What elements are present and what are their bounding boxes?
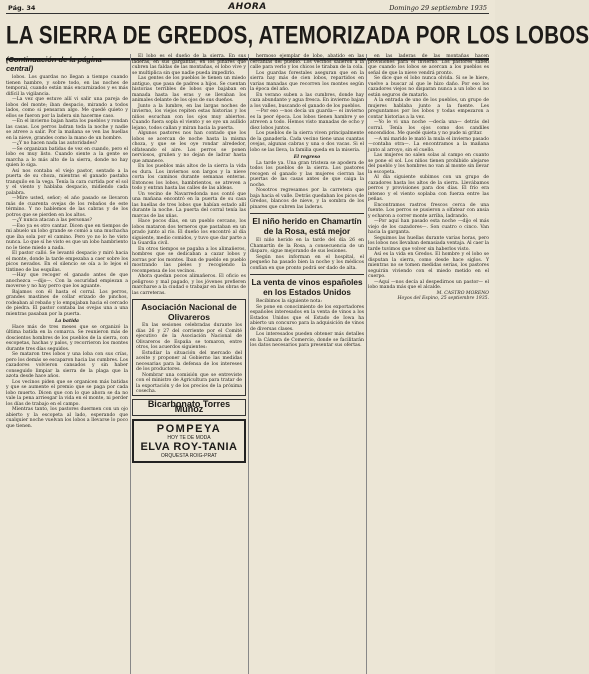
article-columns [6,54,489,674]
paragraph: El lobo es el dueño de la sierra. En sus laderas, en sus gargantas, en los pinares que cubren las faldas de las montañas, el lobo vive y se multiplica sin que nadie pueda impedirlo. [132,54,246,76]
column-divider [248,54,249,674]
paragraph: En las sesiones celebradas durante los días 26 y 27 del corriente por el Comité ejecutivo de la Asociación Nacional de Olivareros de España se tomaron, entre otros, los acuerdos siguientes: [136,323,242,350]
column-4 [368,54,489,674]
story-headline: El niño herido en Chamartín de la Rosa, está mejor [250,213,364,238]
paragraph: Al día siguiente subimos con un grupo de cazadores hasta los altos de la sierra. Llevábamos perros y provisiones para dos días. El frío era intenso y el viento soplaba con fuerza entre las peñas. [368,175,489,202]
author-signature: M. CASTRO MORENO [436,290,489,296]
advertisement-pompeya [132,419,246,463]
paragraph: Estudiar la situación del mercado del aceite y proponer al Gobierno las medidas necesarias para la defensa de los intereses de los productores. [136,350,242,372]
paragraph: Bajamos con él hasta el corral. Los perros, grandes mastines de collar erizado de pinchos, rodeaban al rebaño y lo empujaban hacia el cercado de piedra. El pastor contaba las ovejas una a una mientras pasaban por la puerta. [6,289,128,317]
paragraph: —Por eso —nos decía un guarda— el invierno es la peor época. Los lobos tienen hambre y se atreven a todo. Hemos visto manadas de ocho y diez lobos juntos. [250,109,364,131]
continuation-note: (Continuación de la página central) [6,55,102,73]
advertisement-bicarbonato: Bicarbonato Torres Muñoz [132,399,246,416]
paragraph: —Por aquí han pasado esta noche —dijo el más viejo de los cazadores—. Son cuatro o cinco. Van hacia la garganta. [368,219,489,235]
paragraph: A la entrada de uno de los pueblos, un grupo de mujeres hablaba junto a la fuente. Les preguntamos por los lobos y todas empezaron a contar historias a la vez. [368,98,489,120]
paragraph: —Eso ya es otro cantar. Dicen que en tiempos de mi abuelo un lobo grande se comió a una muchacha que iba sola por el camino. Pero yo no lo he visto nunca. Lo que sí he visto es que un lobo hambriento no le tiene miedo a nada. [6,223,128,251]
paragraph: —Se organizan batidas de vez en cuando, pero el lobo es muy listo. Cuando siente a la gente se marcha a lo más alto de la sierra, donde no hay quien lo siga. [6,146,128,168]
paragraph: Recibimos la siguiente nota: [256,299,322,304]
page-header [6,3,489,14]
notice-title: Asociación Nacional de Olivareros [141,302,237,322]
paragraph: En los pueblos más altos de la sierra la vida es dura. Los inviernos son largos y la nieve corta los caminos durante semanas enteras. Entonces los lobos, hambrientos, se atreven a todo y entran hasta las calles de las aldeas. [132,164,246,191]
paragraph: Según nos informan en el hospital, el pequeño ha pasado bien la noche y los médicos confían en que pronto podrá ser dado de alta. [250,254,364,271]
paragraph: —¿Y nunca atacan a las personas? [12,218,92,223]
column-1 [6,54,128,674]
paragraph: Los interesados pueden obtener más detalles en la Cámara de Comercio, donde se facilitarán los datos necesarios para presentar sus ofertas. [250,332,364,348]
paragraph: Así nos contaba el viejo pastor, sentado a la puerta de su choza, mientras el ganado pastaba tranquilo en la vega. Tenía la cara curtida por el sol y el viento y hablaba despacio, midiendo cada palabra. [6,168,128,196]
paragraph: Junto a la lumbre, en las largas noches de invierno, los viejos repiten estas historias y los niños escuchan con los ojos muy abiertos. Cuando fuera sopla el viento y se oye un aullido lejano, todos callan y miran hacia la puerta. [132,103,246,131]
paragraph: Se dice que el lobo nunca olvida. Si se le hiere, vuelve a buscar al que le hizo daño. Por eso los cazadores viejos no disparan nunca a un lobo si no están seguros de matarlo. [368,76,489,98]
ad-tagline: HOY TE DE MODA [167,434,211,441]
column-2 [132,54,246,674]
dateline: Hoyos del Espino, 25 septiembre 1935. [397,296,489,301]
column-3-section-text [250,161,364,211]
ad-performer: ELVA ROY-TANIA [140,440,238,453]
main-headline: LA SIERRA DE GREDOS, ATEMORIZADA POR LOS LOBOS [6,16,489,60]
notice-body [133,323,245,395]
paragraph: Algunos pastores nos han contado que los lobos se acercan de noche hasta la misma choza, y que se les oye rondar alrededor, olfateando el aire. Los perros se ponen nerviosos, gruñen y no dejan de ladrar hasta que amanece. [132,131,246,164]
paragraph: Un vecino de Navarredonda nos contó que una mañana encontró en la puerta de su casa las huellas de tres lobos que habían estado allí durante la noche. La puerta del corral tenía las marcas de las uñas. [132,191,246,219]
ad-orchestra: ORQUESTA ROIG-PRAT [160,452,218,459]
ad-venue: POMPEYA [156,422,222,435]
paragraph: Encontramos rastros frescos cerca de una fuente. Los perros se pusieron a olfatear con ansia y echaron a correr monte arriba, ladrando. [368,202,489,219]
page-number: Pág. 34 [8,4,36,12]
paragraph: Hace pocos días, en un pueblo cercano, los lobos mataron dos terneros que pastaban en un prado junto al río. El dueño los encontró al día siguiente, medio comidos, y tuvo que dar parte a la Guardia civil. [132,219,246,246]
column-3-text [250,54,364,153]
paragraph: Los guardas forestales aseguran que en la sierra hay más de cien lobos, repartidos en varias manadas que recorren los montes según la época del año. [250,70,364,92]
paragraph: Así es la vida en Gredos. El hombre y el lobo se disputan la sierra, como desde hace siglos. Y mientras no se tomen medidas serias, los pastores seguirán viviendo con el miedo metido en el cuerpo. [368,252,489,279]
notice-box [132,299,246,396]
paragraph: —Hay que recoger el ganado antes de que anochezca —dijo—. Con la oscuridad empiezan a moverse y no hay perro que los aguante. [6,273,128,289]
paragraph: En otros tiempos se pagaba a los alimañeros, hombres que se dedicaban a cazar lobos y zorras por los montes. Iban de pueblo en pueblo mostrando las pieles y recogiendo la recompensa de los vecinos. [132,246,246,274]
paragraph: —En el invierno bajan hasta los pueblos y rondan las casas. Los perros ladran toda la noche y nadie se atreve a salir. Por la mañana se ven las huellas en la nieve, grandes como la mano de un hombre. [6,119,128,141]
paragraph: hermoso ejemplar de lobo, abatido en las cercanías del pueblo. Los vecinos salieron a la calle para verlo y los chicos le tiraban de la cola. [250,54,364,70]
paragraph: Nombrar una comisión que se entreviste con el ministro de Agricultura para tratar de la exportación y de los precios de la próxima cosecha. [136,372,242,394]
paragraph: Se mataron tres lobos y una loba con sus crías, pero los demás se escaparon hacia las cumbres. Los cazadores volvieron cansados y sin haber conseguido limpiar la sierra de la plaga que la azota desde hace años. [6,352,128,379]
section-title: La batida [54,319,80,324]
paragraph: Se pone en conocimiento de los exportadores españoles interesados en la venta de vinos a los Estados Unidos que el Estado de Iowa ha abierto un concurso para la adquisición de vinos de diversas clases. [250,304,364,332]
paragraph: El pastor calló. Se levantó despacio y miró hacia el monte, donde la tarde empezaba a caer sobre los picos nevados. En el silencio se oía a lo lejos el tintineo de las esquilas. [6,251,128,273]
paragraph: Hace más de tres meses que se organizó la última batida en la comarca. Se reunieron más de doscientos hombres de los pueblos de la sierra, con escopetas, hachas y palos, y recorrieron los montes durante tres días seguidos. [6,324,128,352]
column-4-text [368,54,489,291]
paragraph: Nosotros regresamos por la carretera que baja hacia el valle. Detrás quedaban los picos de Gredos, blancos de nieve, y la sombra de los pinares que cubren las laderas. [250,188,364,210]
column-3 [250,54,364,674]
column-divider [130,54,131,674]
paragraph: El niño herido en la tarde del día 26 en Chamartín de la Rosa, a consecuencia de un disparo, sigue mejorando de sus lesiones. [250,238,364,254]
paragraph: —Yo le vi una noche —decía una— detrás del corral. Tenía los ojos como dos candiles encendidos. Me quedé quieta y no pude ni gritar. [368,120,489,136]
paragraph: en las laderas de las montañas hacen provisiones para el invierno. Los pastores saben que cuando los lobos se acercan a los pueblos es señal de que la nieve vendrá pronto. [368,54,489,76]
paragraph: Las gentes de los pueblos le tienen un miedo antiguo, que pasa de padres a hijos. Se cuentan historias terribles de lobos que bajaban en manada hasta las eras y se llevaban los animales delante de los ojos de sus dueños. [132,76,246,103]
paragraph: Los pueblos de la sierra viven principalmente de la ganadería. Cada vecino tiene unas cuantas ovejas, algunas cabras y una o dos vacas. Si el lobo se las lleva, la familia queda en la miseria. [250,131,364,153]
paragraph: En verano suben a las cumbres, donde hay caza abundante y agua fresca. En invierno bajan a los valles, buscando el ganado de los pueblos. [250,92,364,109]
paragraph: —A mi marido le mató la mula el invierno pasado —contaba otra—. La encontramos a la mañana junto al arroyo, sin el cuello. [368,136,489,153]
column-1-text [6,75,128,317]
section-title: El regreso [293,155,321,160]
column-divider [366,54,367,674]
column-1-section-text [6,325,128,430]
paragraph: Ahora quedan pocos alimañeros. El oficio es peligroso y mal pagado, y los jóvenes prefieren marcharse a la ciudad o trabajar en las obras de las carreteras. [132,274,246,296]
story-text [250,238,364,271]
issue-date: Domingo 29 septiembre 1935 [389,4,487,12]
paragraph: —¿Y no hacen nada las autoridades? [12,141,98,146]
paragraph: Los vecinos piden que se organicen más batidas y que se aumente el premio que se paga por cada lobo muerto. Dicen que con lo que ahora se da no vale la pena arriesgar la vida en el monte, ni perder los días de trabajo en el campo. [6,379,128,407]
paragraph: Mientras tanto, los pastores duermen con un ojo abierto y la escopeta al lado, esperando que cualquier noche vuelvan los lobos a llevarse lo poco que tienen. [6,407,128,429]
paragraph: lobos. Los guardas no llegan a tiempo cuando tienen hambre, y sobre todo, en las noches de temporal, cuando están más encarnizados y es más difícil la vigilancia. [6,75,128,97]
paragraph: —Mire usted, señor; el año pasado se llevaron más de cuarenta ovejas de los rebaños de este término. Y no hablemos de las cabras y de los potros que se pierden en los altos. [6,196,128,218]
paragraph: —La vez que estuve allí vi salir una pareja de lobos del monte; iban despacio, mirando a todos lados, como si pensaran algo. Me quedé quieto y ellos se fueron por la ladera sin hacerme caso. [6,97,128,119]
story-headline: La venta de vinos españoles en los Estados Unidos [250,274,364,299]
column-2-text [132,54,246,296]
paragraph: Las mujeres no salen solas al campo en cuanto se pone el sol. Los niños tienen prohibido alejarse del pueblo y los hombres no van al monte sin llevar la escopeta. [368,153,489,175]
paragraph: —Aquí —nos decía al despedirnos un pastor— el lobo manda más que el alcalde. [368,279,489,290]
masthead: AHORA [228,2,267,12]
paragraph: Seguimos las huellas durante varias horas, pero los lobos nos llevaban demasiada ventaja. Al caer la tarde tuvimos que volver sin haberlos visto. [368,235,489,252]
paragraph: La tarde ya. Una gran tristeza se apodera de todos los pueblos de la sierra. Los pastores recogen el ganado y las mujeres cierran las puertas de las casas antes de que caiga la noche. [250,160,364,188]
story-text [250,299,364,349]
